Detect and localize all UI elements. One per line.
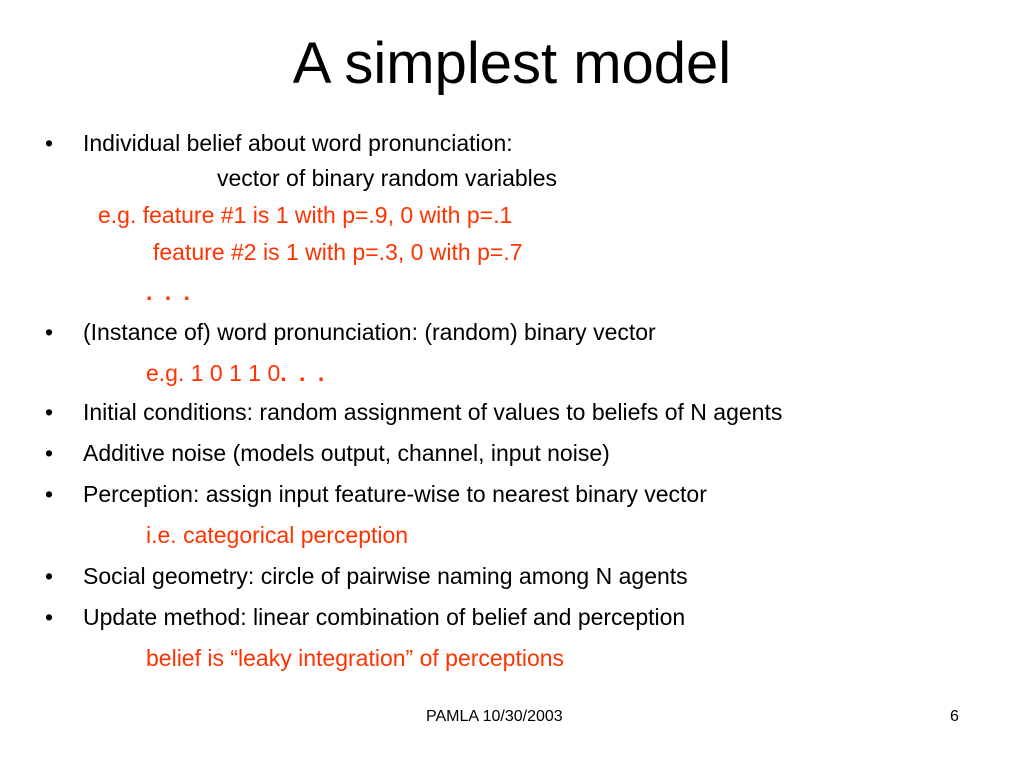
bullet-item-belief-continuation: vector of binary random variables (217, 165, 558, 191)
example-binary-vector-ellipsis: . . . (280, 360, 328, 386)
bullet-item-update-method: Update method: linear combination of belief and perception (83, 604, 686, 630)
bullet-item-instance: (Instance of) word pronunciation: (random) binary vector (83, 319, 656, 345)
footer-date: PAMLA 10/30/2003 (426, 708, 563, 725)
example-ellipsis: . . . (146, 279, 193, 305)
example-binary-vector-values: e.g. 1 0 1 1 0 (146, 360, 281, 386)
bullet-item-social-geometry: Social geometry: circle of pairwise naming among N agents (83, 563, 688, 589)
slide-title: A simplest model (292, 31, 732, 96)
bullet-marker: • (45, 130, 54, 156)
bullet-marker: • (45, 440, 54, 466)
bullet-item-perception: Perception: assign input feature-wise to nearest binary vector (83, 481, 707, 507)
bullet-marker: • (45, 604, 54, 630)
slide-number: 6 (950, 708, 959, 725)
bullet-marker: • (45, 399, 54, 425)
example-feature-1: e.g. feature #1 is 1 with p=.9, 0 with p=.1 (98, 202, 513, 228)
bullet-item-additive-noise: Additive noise (models output, channel, input noise) (83, 440, 610, 466)
note-categorical-perception: i.e. categorical perception (146, 522, 409, 548)
example-binary-vector (146, 358, 327, 388)
bullet-item-initial-conditions: Initial conditions: random assignment of values to beliefs of N agents (83, 399, 783, 425)
bullet-item-belief: Individual belief about word pronunciation: (83, 130, 513, 156)
bullet-marker: • (45, 563, 54, 589)
note-leaky-integration: belief is “leaky integration” of perceptions (146, 645, 565, 671)
example-feature-2: feature #2 is 1 with p=.3, 0 with p=.7 (153, 239, 523, 265)
bullet-marker: • (45, 481, 54, 507)
bullet-marker: • (45, 319, 54, 345)
